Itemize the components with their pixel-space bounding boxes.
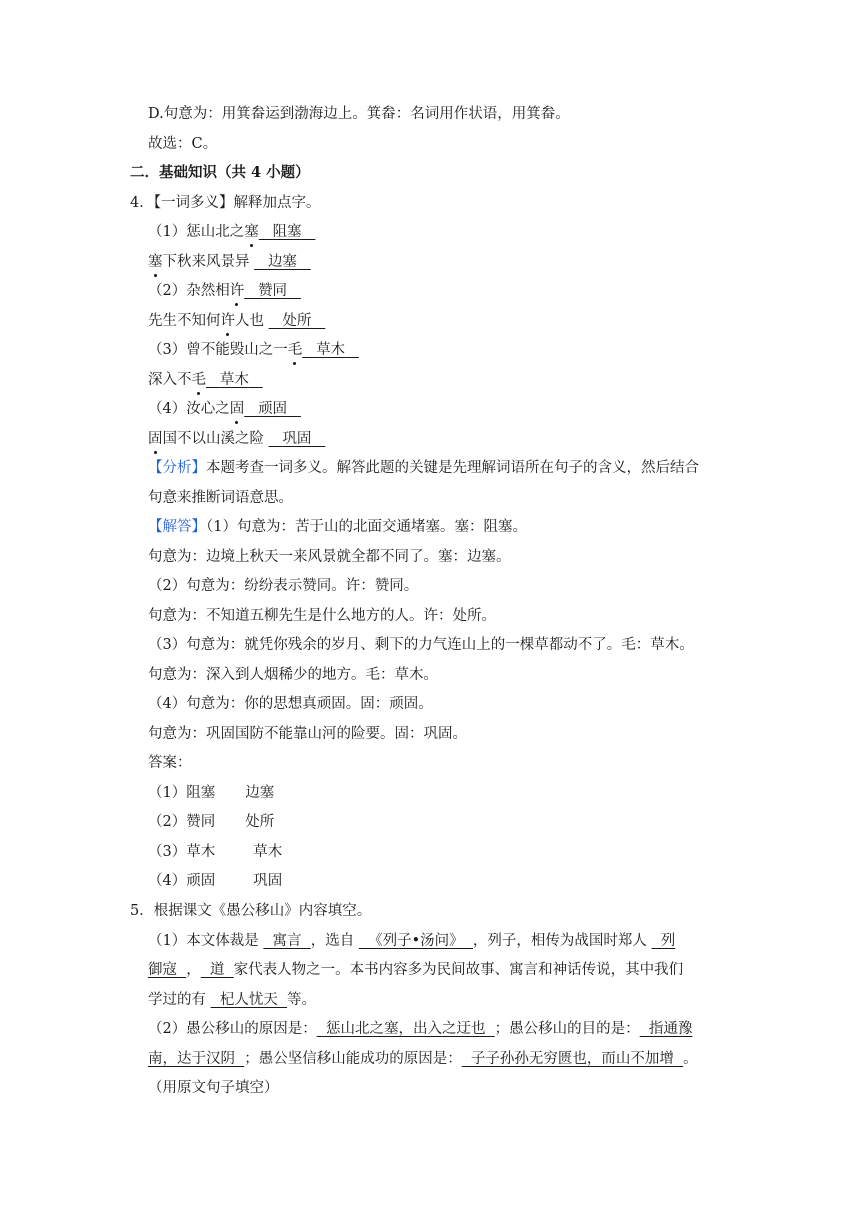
section-heading: 二．基础知识（共 4 小题）: [130, 164, 310, 181]
answer-blank: [269, 431, 326, 447]
answer-b: 草木: [253, 844, 283, 860]
text-line: 句意为：深入到人烟稀少的地方。毛：草木。: [148, 667, 438, 683]
answer-blank: [244, 401, 301, 417]
text-seg: （1）本文体裁是: [148, 933, 264, 949]
answer-blank: 御寇: [148, 962, 187, 978]
text-seg: ；愚公移山的目的是：: [494, 1021, 640, 1037]
text-seg: ；愚公坚信移山能成功的原因是：: [244, 1051, 462, 1067]
dotted-char: 固: [148, 431, 163, 447]
answer-blank: 道: [200, 962, 234, 978]
answer-blank: [244, 283, 301, 299]
fill-paragraph-line: [148, 990, 316, 1010]
text-line: 句意来推断词语意思。: [148, 490, 293, 506]
sentence-text: 下秋来风景异: [162, 254, 250, 270]
answer-blank: [254, 254, 311, 270]
text-line: 故选：C。: [148, 136, 218, 152]
fill-line: [148, 370, 263, 390]
answer-blank: [269, 313, 326, 329]
answer-a: 草木: [186, 844, 216, 860]
answer-a: 顽固: [186, 873, 216, 889]
dotted-char: 固: [229, 401, 245, 417]
answer-b: 巩固: [253, 873, 283, 889]
sentence-text: 杂然相: [186, 283, 230, 299]
dotted-char: 毛: [191, 372, 206, 388]
text-seg: 等。: [287, 992, 317, 1008]
sentence-text: 汝心之: [186, 401, 230, 417]
answer: 阻塞: [272, 224, 302, 240]
question-text: 解释加点字。: [233, 195, 321, 211]
solution-label: 【解答】: [148, 519, 206, 535]
answer-pair: [148, 871, 282, 891]
answer-blank: 指通豫: [639, 1021, 693, 1037]
text-line: （4）句意为：你的思想真顽固。固：顽固。: [148, 696, 433, 712]
text-line: 句意为：巩固国防不能靠山河的险要。固：巩固。: [148, 726, 467, 742]
solution-line: [148, 517, 527, 537]
answer: 边塞: [267, 254, 297, 270]
dotted-char: 塞: [148, 254, 163, 270]
sentence-text: 人也: [235, 313, 264, 329]
solution-text: （1）句意为：苦于山的北面交通堵塞。塞：阻塞。: [206, 519, 527, 535]
answer: 顽固: [258, 401, 288, 417]
answer-blank: 子子孙孙无穷匮也，而山不加增: [461, 1051, 684, 1067]
item-prefix: （1）: [148, 785, 187, 801]
fill-paragraph-line: [148, 1019, 692, 1039]
dotted-char: 塞: [244, 224, 259, 240]
item-prefix: （1）: [148, 224, 187, 240]
dotted-char: 毛: [287, 342, 303, 358]
fill-paragraph-line: [148, 960, 683, 980]
answer-blank: 寓言: [263, 933, 311, 949]
dotted-char: 许: [220, 313, 235, 329]
text-seg: ，选自: [310, 933, 359, 949]
sentence-text: 深入不: [148, 372, 192, 388]
answer: 处所: [282, 313, 312, 329]
fill-paragraph-line: [148, 1049, 698, 1069]
answer-blank: [206, 372, 263, 388]
text-line: 句意为：不知道五柳先生是什么地方的人。许：处所。: [148, 608, 496, 624]
answer-blank: [259, 224, 316, 240]
item-prefix: （2）: [148, 283, 187, 299]
sentence-text: 惩山北之: [186, 224, 245, 240]
sentence-text: 曾不能毁山之一: [186, 342, 288, 358]
question-text: 根据课文《愚公移山》内容填空。: [153, 903, 372, 919]
answer: 赞同: [258, 283, 288, 299]
item-prefix: （4）: [148, 401, 187, 417]
question-number: 5．: [130, 903, 154, 919]
dotted-char: 许: [229, 283, 245, 299]
item-prefix: （3）: [148, 844, 187, 860]
text-line: D.句意为：用箕畚运到渤海边上。箕畚：名词用作状语，用箕畚。: [148, 106, 570, 122]
sentence-text: 先生不知何: [148, 313, 221, 329]
text-seg: 家代表人物之一。本书内容多为民间故事、寓言和神话传说，其中我们: [233, 962, 684, 978]
answer-blank: 南，达于汉阴: [148, 1051, 245, 1067]
text-line: 句意为：边境上秋天一来风景就全都不同了。塞：边塞。: [148, 549, 511, 565]
analysis-line: [148, 458, 699, 478]
fill-paragraph-line: [148, 931, 675, 951]
text-line: （2）句意为：纷纷表示赞同。许：赞同。: [148, 578, 419, 594]
text-line: （3）句意为：就凭你残余的岁月、剩下的力气连山上的一棵草都动不了。毛：草木。: [148, 637, 694, 653]
answer: 草木: [219, 372, 249, 388]
fill-line: [148, 252, 311, 272]
question-number: 4．: [130, 195, 154, 211]
text-seg: （2）愚公移山的原因是：: [148, 1021, 317, 1037]
text-seg: 。: [683, 1051, 698, 1067]
text-seg: 学过的有: [148, 992, 211, 1008]
fill-line: [148, 281, 301, 301]
fill-line: [148, 222, 315, 242]
fill-line: [148, 429, 325, 449]
question-4-stem: [130, 193, 320, 213]
answer-b: 处所: [245, 814, 275, 830]
answer-a: 阻塞: [186, 785, 216, 801]
answer-b: 边塞: [245, 785, 275, 801]
answer-blank: 杞人忧天: [210, 992, 288, 1008]
answer-pair: [148, 783, 274, 803]
answer-a: 赞同: [186, 814, 216, 830]
question-5-stem: [130, 901, 371, 921]
answer-blank: 《列子•汤问》: [358, 933, 473, 949]
fill-line: [148, 311, 325, 331]
answer: 草木: [316, 342, 346, 358]
text-seg: ，列子，相传为战国时郑人: [472, 933, 652, 949]
text-line: （用原文句子填空）: [148, 1080, 279, 1096]
text-seg: ，: [186, 962, 201, 978]
answer-pair: [148, 812, 274, 832]
fill-line: [148, 340, 359, 360]
question-tag: 【一词多义】: [153, 195, 234, 211]
fill-line: [148, 399, 301, 419]
item-prefix: （4）: [148, 873, 187, 889]
item-prefix: （3）: [148, 342, 187, 358]
analysis-text: 本题考查一词多义。解答此题的关键是先理解词语所在句子的含义，然后结合: [206, 460, 699, 476]
item-prefix: （2）: [148, 814, 187, 830]
answer-blank: [302, 342, 359, 358]
sentence-text: 国不以山溪之险: [162, 431, 264, 447]
answer: 巩固: [282, 431, 312, 447]
answer-blank: 惩山北之塞，出入之迂也: [316, 1021, 495, 1037]
analysis-label: 【分析】: [148, 460, 206, 476]
answer-blank: 列: [651, 933, 676, 949]
text-line: 答案：: [148, 755, 192, 771]
answer-pair: [148, 842, 282, 862]
